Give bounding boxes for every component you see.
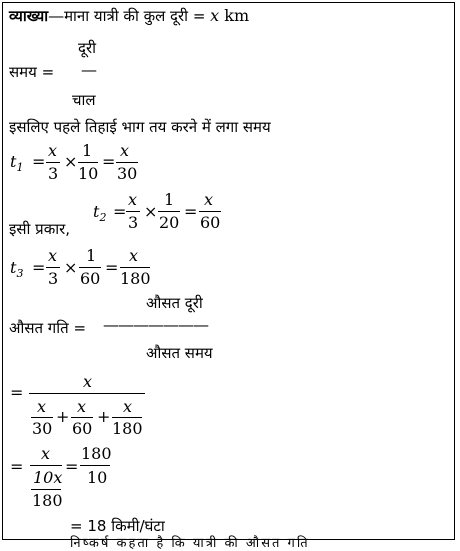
t3-a: x bbox=[48, 246, 58, 265]
step1-num: x bbox=[83, 372, 93, 391]
t3-eq2: = bbox=[105, 258, 119, 277]
t1-e: x bbox=[120, 141, 130, 160]
step2-c: 180 bbox=[81, 444, 112, 463]
step1-e: x bbox=[123, 397, 133, 416]
avg-speed-denominator: औसत समय bbox=[146, 344, 213, 362]
t2-e: x bbox=[204, 190, 214, 209]
step1-bar-a bbox=[31, 417, 53, 418]
heading-text: माना यात्री की कुल दूरी = bbox=[64, 7, 211, 25]
explanation-heading bbox=[9, 6, 249, 26]
t3-times: × bbox=[64, 258, 78, 277]
clipped-next-line bbox=[70, 536, 330, 551]
t1-a: x bbox=[48, 141, 58, 160]
t2-b: 3 bbox=[128, 213, 139, 232]
t3-bar2 bbox=[79, 267, 101, 268]
t3-e: x bbox=[129, 246, 139, 265]
avg-speed-lhs: औसत गति = bbox=[9, 319, 87, 337]
t3-b: 3 bbox=[48, 269, 59, 288]
step1-b: 30 bbox=[32, 419, 53, 438]
step1-plus1: + bbox=[56, 407, 70, 426]
time-numerator: दूरी bbox=[78, 39, 96, 57]
t3-bar3 bbox=[120, 267, 150, 268]
similarly-label: इसी प्रकार, bbox=[9, 220, 71, 238]
step2-main-bar bbox=[30, 465, 62, 466]
step2-num: x bbox=[41, 444, 51, 463]
t3-eq: = bbox=[32, 258, 46, 277]
t2-eq2: = bbox=[184, 202, 198, 221]
time-denominator: चाल bbox=[72, 91, 96, 109]
time-lhs: समय = bbox=[9, 63, 55, 81]
t2-sub: 2 bbox=[99, 211, 107, 224]
step1-f: 180 bbox=[112, 419, 143, 438]
t2-a: x bbox=[128, 190, 138, 209]
t1-sub: 1 bbox=[16, 161, 24, 174]
final-result: = 18 किमी/घंटा bbox=[70, 517, 165, 535]
t2-symbol: t bbox=[93, 202, 100, 221]
t1-times: × bbox=[64, 152, 78, 171]
heading-var: x bbox=[210, 6, 220, 25]
t1-bar3 bbox=[116, 162, 138, 163]
t1-b: 3 bbox=[48, 164, 59, 183]
step1-bar-e bbox=[112, 417, 142, 418]
step2-eq2: = bbox=[65, 457, 79, 476]
t2-c: 1 bbox=[164, 190, 175, 209]
heading-unit: km bbox=[219, 6, 250, 25]
t1-eq2: = bbox=[102, 152, 116, 171]
step2-eq: = bbox=[10, 457, 24, 476]
t2-eq: = bbox=[113, 202, 127, 221]
step2-inner-bar bbox=[31, 489, 61, 490]
t2-bar2 bbox=[158, 211, 180, 212]
t1-f: 30 bbox=[117, 164, 138, 183]
t2-f: 60 bbox=[200, 213, 221, 232]
t1-bar1 bbox=[46, 162, 60, 163]
clipped-text: निष्कर्ष कहता है कि यात्री की औसत गति bbox=[70, 536, 310, 551]
t1-symbol: t bbox=[10, 152, 17, 171]
t3-sub: 3 bbox=[16, 267, 24, 280]
t1-eq: = bbox=[32, 152, 46, 171]
step1-bar-c bbox=[71, 417, 93, 418]
step1-eq: = bbox=[10, 383, 24, 402]
t1-c: 1 bbox=[82, 141, 93, 160]
t3-bar1 bbox=[46, 267, 60, 268]
t1-bar2 bbox=[78, 162, 98, 163]
t2-d: 20 bbox=[159, 213, 180, 232]
t3-d: 60 bbox=[80, 269, 101, 288]
heading-label: व्याख्या bbox=[9, 7, 49, 25]
step1-a: x bbox=[37, 397, 47, 416]
t2-bar1 bbox=[126, 211, 140, 212]
t3-symbol: t bbox=[10, 258, 17, 277]
t2-bar3 bbox=[199, 211, 221, 212]
step2-d: 10 bbox=[87, 468, 108, 487]
first-third-line: इसलिए पहले तिहाई भाग तय करने में लगा समय bbox=[9, 118, 271, 136]
step1-c: x bbox=[77, 397, 87, 416]
step1-plus2: + bbox=[97, 407, 111, 426]
step2-inner-num: 10x bbox=[33, 468, 63, 487]
t3-c: 1 bbox=[86, 246, 97, 265]
t1-d: 10 bbox=[78, 164, 99, 183]
heading-sep: — bbox=[48, 6, 65, 25]
avg-speed-numerator: औसत दूरी bbox=[146, 294, 203, 312]
time-dash: — bbox=[81, 60, 97, 79]
step2-inner-den: 180 bbox=[32, 491, 63, 510]
avg-speed-dashes: ——————— bbox=[103, 315, 208, 334]
step1-d: 60 bbox=[72, 419, 93, 438]
step1-main-bar bbox=[29, 393, 145, 394]
step2-bar2 bbox=[80, 465, 110, 466]
t2-times: × bbox=[144, 202, 158, 221]
t3-f: 180 bbox=[120, 269, 151, 288]
